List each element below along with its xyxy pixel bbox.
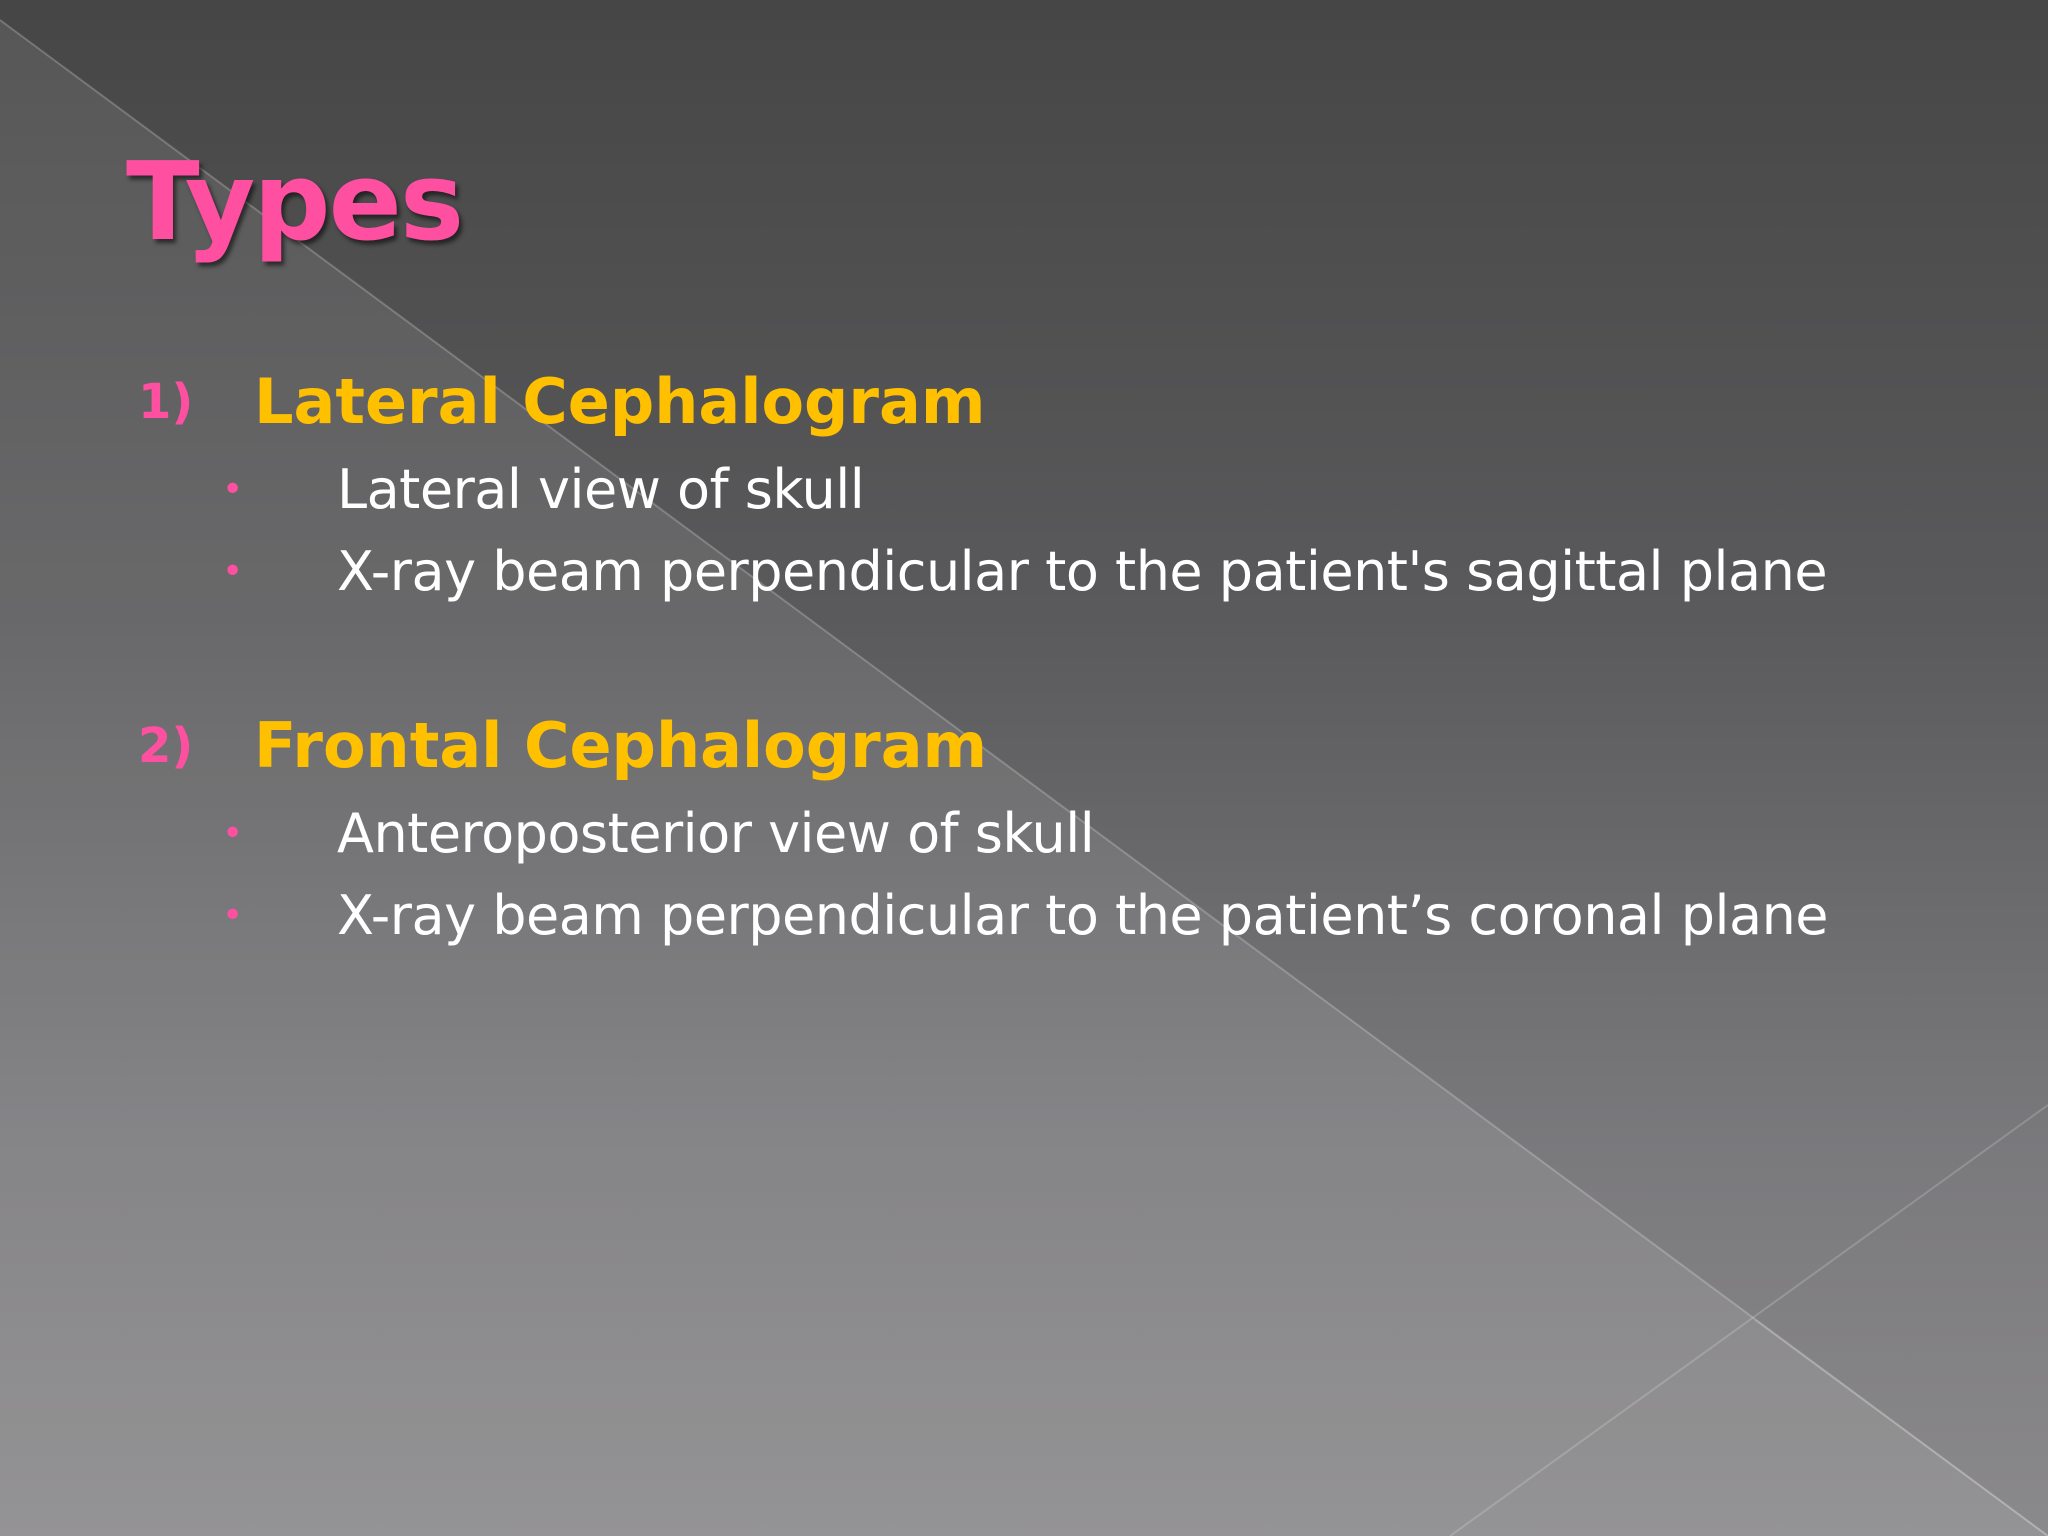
- section-number: 1): [138, 374, 194, 430]
- section-heading: Frontal Cephalogram: [254, 709, 988, 782]
- bullet-icon: •: [222, 469, 244, 510]
- bullet-icon: •: [222, 551, 244, 592]
- bullet-text: X-ray beam perpendicular to the patient’s coronal plane: [337, 884, 1829, 947]
- bullet-text: Anteroposterior view of skull: [337, 802, 1095, 865]
- bullet-icon: •: [222, 813, 244, 854]
- list-item: [0, 537, 2048, 607]
- list-item: [0, 455, 2048, 525]
- list-item: [0, 881, 2048, 951]
- bullet-text: Lateral view of skull: [337, 458, 865, 521]
- slide-title: Types: [126, 140, 463, 265]
- section-heading: Lateral Cephalogram: [254, 365, 986, 438]
- bullet-icon: •: [222, 895, 244, 936]
- section-number: 2): [138, 718, 194, 774]
- list-item: [0, 799, 2048, 869]
- bullet-text: X-ray beam perpendicular to the patient's sagittal plane: [337, 540, 1828, 603]
